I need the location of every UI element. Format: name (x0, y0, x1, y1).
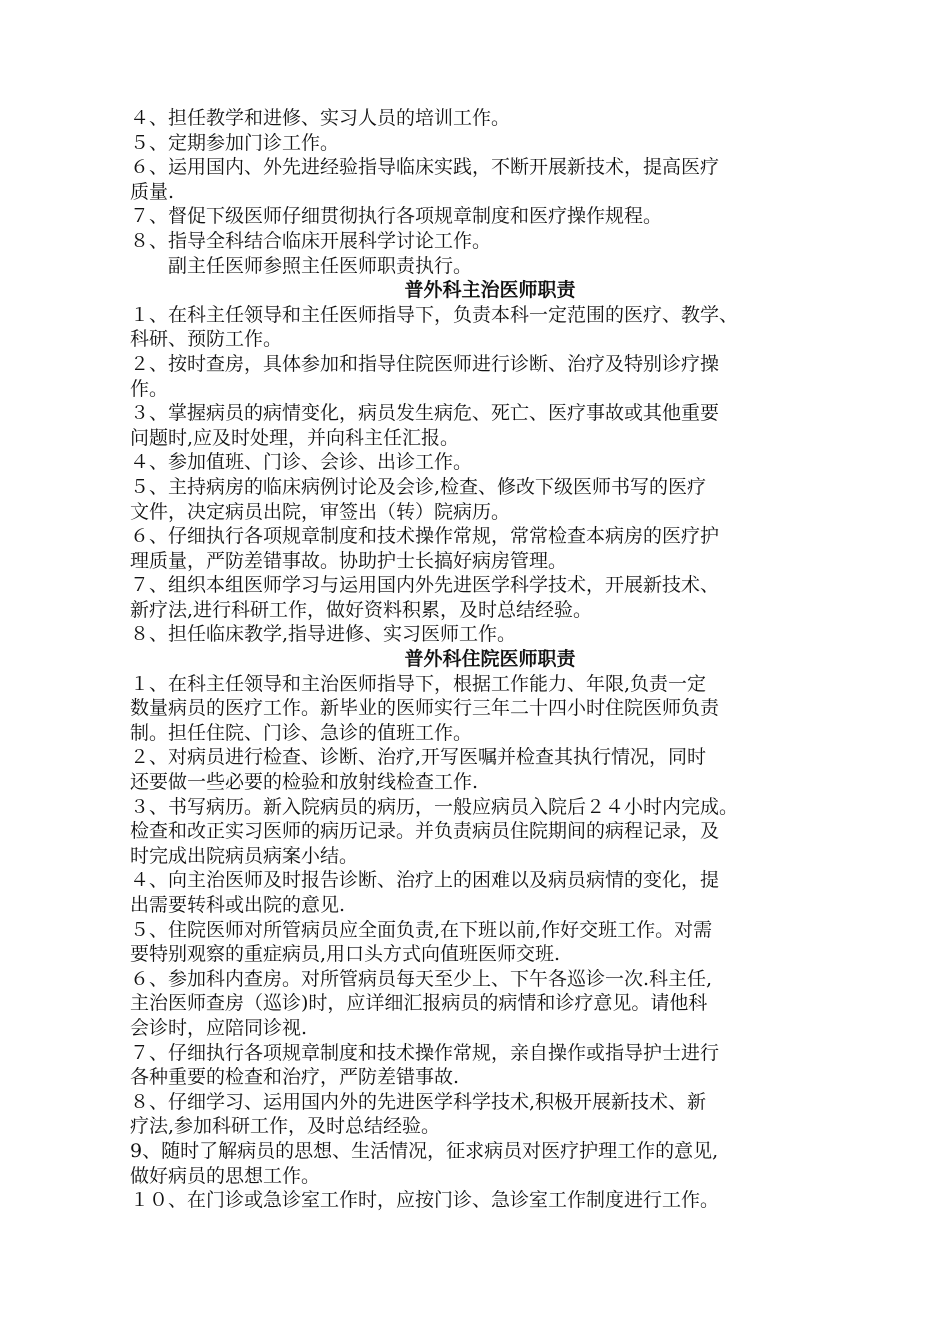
paragraph-line: ２、按时查房，具体参加和指导住院医师进行诊断、治疗及特别诊疗操 (130, 352, 720, 375)
paragraph-line: 问题时,应及时处理，并向科主任汇报。 (130, 426, 460, 449)
paragraph-line: 时完成出院病员病案小结。 (130, 844, 359, 867)
paragraph-line: ４、担任教学和进修、实习人员的培训工作。 (130, 107, 511, 129)
paragraph-line: ６、运用国内、外先进经验指导临床实践，不断开展新技术，提高医疗 (130, 156, 720, 179)
paragraph-line: ４、参加值班、门诊、会诊、出诊工作。 (130, 451, 473, 474)
section-attending-physician (130, 278, 850, 647)
paragraph-line: ３、书写病历。新入院病员的病历，一般应病员入院后２４小时内完成。 (130, 795, 739, 818)
paragraph-line: ５、主持病房的临床病例讨论及会诊,检查、修改下级医师书写的医疗 (130, 475, 707, 498)
paragraph-line: ８、指导全科结合临床开展科学讨论工作。 (130, 229, 492, 252)
paragraph-line: 作。 (130, 377, 169, 400)
section-resident-physician (130, 647, 850, 1213)
paragraph-line: ８、担任临床教学,指导进修、实习医师工作。 (130, 623, 517, 646)
paragraph-line: ７、督促下级医师仔细贯彻执行各项规章制度和医疗操作规程。 (130, 205, 663, 228)
paragraph-line: 检查和改正实习医师的病历记录。并负责病员住院期间的病程记录，及 (130, 820, 720, 843)
paragraph-line: 副主任医师参照主任医师职责执行。 (130, 254, 473, 277)
paragraph-line: 新疗法,进行科研工作，做好资料积累，及时总结经验。 (130, 598, 593, 621)
paragraph-line: 理质量，严防差错事故。协助护士长搞好病房管理。 (130, 549, 568, 572)
paragraph-line: ７、组织本组医师学习与运用国内外先进医学科学技术，开展新技术、 (130, 574, 720, 597)
paragraph-line: ５、住院医师对所管病员应全面负责,在下班以前,作好交班工作。对需 (130, 918, 713, 941)
paragraph-line: 疗法,参加科研工作，及时总结经验。 (130, 1115, 441, 1138)
section-chief-physician-continued (130, 106, 850, 278)
paragraph-line: ８、仔细学习、运用国内外的先进医学科学技术,积极开展新技术、新 (130, 1090, 707, 1113)
paragraph-line: １、在科主任领导和主任医师指导下，负责本科一定范围的医疗、教学、 (130, 303, 739, 326)
section-heading: 普外科主治医师职责 (404, 279, 576, 302)
paragraph-line: 文件，决定病员出院，审签出（转）院病历。 (130, 500, 511, 523)
paragraph-line: 会诊时，应陪同诊视. (130, 1016, 308, 1039)
paragraph-line: 数量病员的医疗工作。新毕业的医师实行三年二十四小时住院医师负责 (130, 697, 720, 720)
paragraph-line: 还要做一些必要的检验和放射线检查工作. (130, 771, 479, 794)
paragraph-line: 科研、预防工作。 (130, 328, 283, 351)
paragraph-line: ５、定期参加门诊工作。 (130, 131, 340, 154)
paragraph-line: ３、掌握病员的病情变化，病员发生病危、死亡、医疗事故或其他重要 (130, 402, 720, 425)
paragraph-line: ６、参加科内查房。对所管病员每天至少上、下午各巡诊一次.科主任, (130, 967, 713, 990)
paragraph-line: ２、对病员进行检查、诊断、治疗,开写医嘱并检查其执行情况，同时 (130, 746, 707, 769)
document-page (130, 106, 850, 1213)
paragraph-line: 各种重要的检查和治疗，严防差错事故. (130, 1066, 460, 1089)
paragraph-line: 9、随时了解病员的思想、生活情况，征求病员对医疗护理工作的意见, (130, 1139, 719, 1162)
section-heading: 普外科住院医师职责 (404, 648, 576, 671)
paragraph-line: 出需要转科或出院的意见. (130, 894, 346, 916)
paragraph-line: ６、仔细执行各项规章制度和技术操作常规，常常检查本病房的医疗护 (130, 525, 720, 548)
paragraph-line: ７、仔细执行各项规章制度和技术操作常规，亲自操作或指导护士进行 (130, 1041, 720, 1064)
paragraph-line: 要特别观察的重症病员,用口头方式向值班医师交班. (130, 943, 561, 966)
paragraph-line: １、在科主任领导和主治医师指导下，根据工作能力、年限,负责一定 (130, 672, 707, 695)
paragraph-line: １０、在门诊或急诊室工作时，应按门诊、急诊室工作制度进行工作。 (130, 1189, 720, 1212)
paragraph-line: ４、向主治医师及时报告诊断、治疗上的困难以及病员病情的变化，提 (130, 869, 720, 892)
paragraph-line: 质量. (130, 180, 175, 203)
paragraph-line: 主治医师查房（巡诊)时，应详细汇报病员的病情和诊疗意见。请他科 (130, 992, 708, 1015)
paragraph-line: 制。担任住院、门诊、急诊的值班工作。 (130, 721, 473, 744)
paragraph-line: 做好病员的思想工作。 (130, 1164, 321, 1187)
